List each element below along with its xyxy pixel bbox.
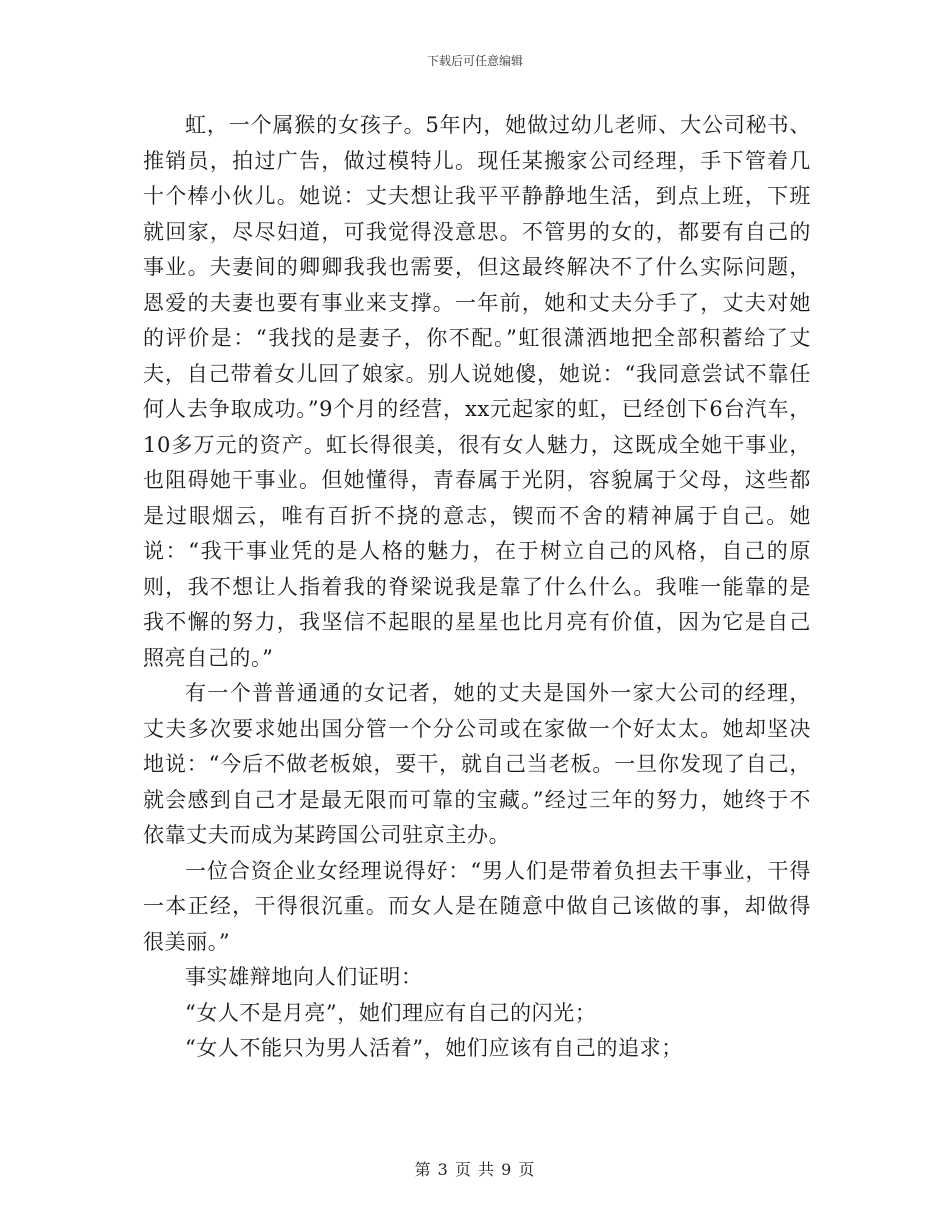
paragraph-women-not-moon: “女人不是月亮”，她们理应有自己的闪光； [185, 1000, 597, 1025]
paragraph-facts-prove: 事实雄辩地向人们证明： [185, 965, 423, 989]
document-body [143, 108, 811, 1067]
page-number: 第 3 页 共 9 页 [414, 1160, 536, 1179]
paragraph-women-not-for-men: “女人不能只为男人活着”，她们应该有自己的追求； [185, 1036, 683, 1060]
paragraph-female-journalist: 有一个普普通通的女记者，她的丈夫是国外一家大公司的经理，丈夫多次要求她出国分管一个分公司或在家做一个好太太。她却坚决地说：“今后不做老板娘，要干，就自己当老板。一旦你发现了自己，就会感到自己才是最无限而可靠的宝藏。”经过三年的努力，她终于不依靠丈夫而成为某跨国公司驻京主办。 [143, 681, 811, 847]
page-header: 下载后可任意编辑 [426, 54, 523, 68]
paragraph-joint-venture-manager: 一位合资企业女经理说得好：“男人们是带着负担去干事业，干得一本正经，干得很沉重。而女人是在随意中做自己该做的事，却做得很美丽。” [143, 858, 811, 954]
paragraph-hong-story: 虹，一个属猴的女孩子。5年内，她做过幼儿老师、大公司秘书、推销员，拍过广告，做过模特儿。现任某搬家公司经理，手下管着几十个棒小伙儿。她说：丈夫想让我平平静静地生活，到点上班，下班就回家，尽尽妇道，可我觉得没意思。不管男的女的，都要有自己的事业。夫妻间的卿卿我我也需要，但这最终解决不了什么实际问题，恩爱的夫妻也要有事业来支撑。一年前，她和丈夫分手了，丈夫对她的评价是：“我找的是妻子，你不配。”虹很潇洒地把全部积蓄给了丈夫，自己带着女儿回了娘家。别人说她傻，她说：“我同意尝试不靠任何人去争取成功。”9个月的经营，xx元起家的虹，已经创下6台汽车，10多万元的资产。虹长得很美，很有女人魅力，这既成全她干事业，也阻碍她干事业。但她懂得，青春属于光阴，容貌属于父母，这些都是过眼烟云，唯有百折不挠的意志，锲而不舍的精神属于自己。她说：“我干事业凭的是人格的魅力，在于树立自己的风格，自己的原则，我不想让人指着我的脊梁说我是靠了什么什么。我唯一能靠的是我不懈的努力，我坚信不起眼的星星也比月亮有价值，因为它是自己照亮自己的。” [143, 113, 811, 670]
